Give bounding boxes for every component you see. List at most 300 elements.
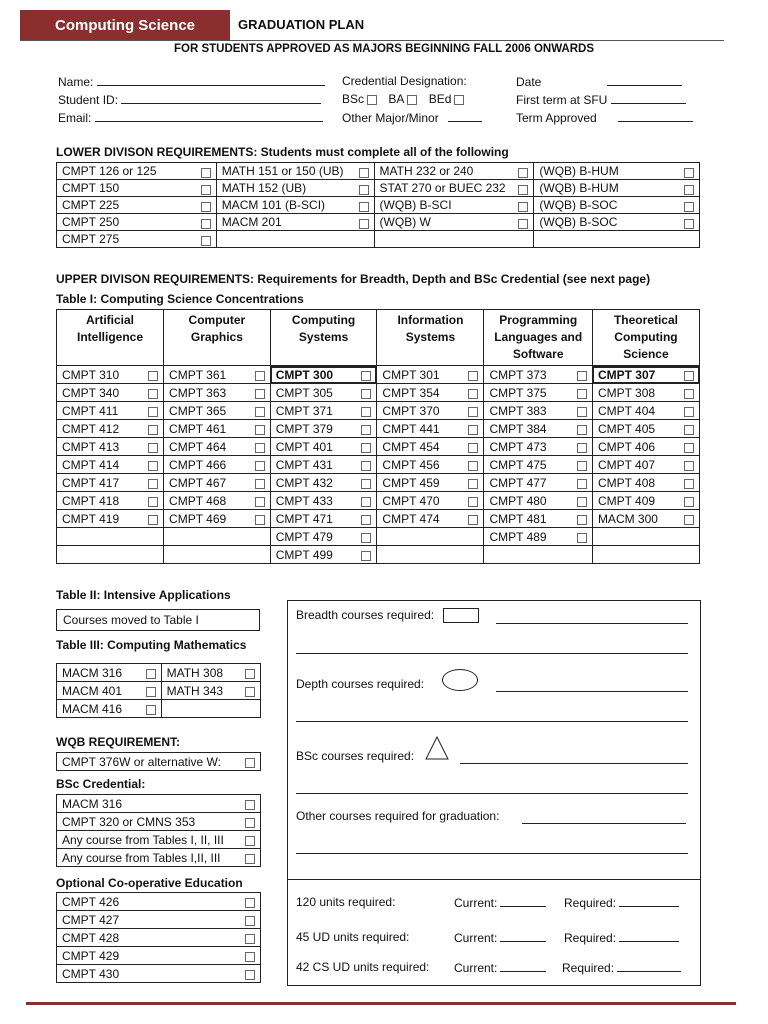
concentration-course-cell	[377, 528, 484, 546]
concentration-course-cell	[270, 384, 377, 402]
concentration-course-cell	[377, 402, 484, 420]
checkbox[interactable]	[148, 389, 158, 399]
other-major-label: Other Major/Minor	[342, 111, 439, 125]
concentration-course-cell-label: CMPT 468	[169, 493, 227, 508]
math-course-cell	[161, 682, 260, 700]
concentration-course-cell	[592, 546, 699, 564]
checkbox[interactable]	[146, 669, 156, 679]
concentration-course-cell	[592, 510, 699, 528]
checkbox[interactable]	[684, 443, 694, 453]
concentration-course-cell-label: CMPT 470	[382, 493, 440, 508]
checkbox[interactable]	[684, 168, 694, 178]
lower-course-cell-label: (WQB) B-SCI	[379, 198, 452, 212]
term-approved-label: Term Approved	[516, 111, 597, 125]
checkbox[interactable]	[468, 407, 478, 417]
bsc-courses-input-2[interactable]	[296, 793, 688, 794]
math-course-cell	[57, 682, 162, 700]
concentration-course-cell-label: CMPT 431	[275, 457, 333, 472]
concentration-course-cell	[270, 528, 377, 546]
table-row	[57, 831, 261, 849]
concentration-course-cell	[377, 366, 484, 384]
table-row	[57, 929, 261, 947]
table2-title: Table II: Intensive Applications	[56, 588, 231, 602]
concentration-course-cell	[484, 384, 592, 402]
units-42-label: 42 CS UD units required:	[296, 960, 430, 974]
lower-course-cell-label: (WQB) B-SOC	[539, 198, 618, 212]
checkbox[interactable]	[361, 443, 371, 453]
checkbox[interactable]	[245, 970, 255, 980]
term-approved-input[interactable]	[618, 110, 693, 122]
concentration-course-cell	[164, 366, 271, 384]
lower-course-cell	[216, 214, 374, 231]
checkbox[interactable]	[245, 934, 255, 944]
checkbox[interactable]	[468, 515, 478, 525]
checkbox[interactable]	[148, 371, 158, 381]
coop-item-cell-label: CMPT 426	[62, 894, 120, 909]
units-42-required	[562, 960, 681, 975]
bsc-item-cell-label: Any course from Tables I,II, III	[62, 850, 221, 865]
checkbox[interactable]	[359, 219, 369, 229]
concentration-course-cell	[484, 402, 592, 420]
wqb-table	[56, 752, 261, 771]
concentration-course-cell	[164, 402, 271, 420]
concentration-course-cell-label: CMPT 301	[382, 367, 440, 382]
checkbox[interactable]	[361, 497, 371, 507]
lower-course-cell-label: (WQB) B-SOC	[539, 215, 618, 229]
lower-course-cell	[216, 197, 374, 214]
units-45-required-label: Required:	[564, 931, 617, 945]
coop-item-cell-label: CMPT 427	[62, 912, 120, 927]
triangle-icon	[424, 735, 450, 761]
name-input[interactable]	[97, 74, 325, 86]
bed-checkbox[interactable]	[454, 95, 464, 105]
checkbox[interactable]	[468, 389, 478, 399]
concentration-course-cell	[270, 510, 377, 528]
checkbox[interactable]	[255, 479, 265, 489]
checkbox[interactable]	[577, 389, 587, 399]
concentration-course-cell	[270, 420, 377, 438]
checkbox[interactable]	[577, 425, 587, 435]
checkbox[interactable]	[146, 687, 156, 697]
checkbox[interactable]	[201, 168, 211, 178]
concentration-course-cell	[57, 528, 164, 546]
checkbox[interactable]	[148, 407, 158, 417]
concentration-course-cell	[57, 420, 164, 438]
concentration-course-cell-label: CMPT 454	[382, 439, 440, 454]
concentration-course-cell-label: CMPT 467	[169, 475, 227, 490]
other-major-row	[342, 110, 482, 125]
concentration-course-cell	[164, 456, 271, 474]
checkbox[interactable]	[255, 515, 265, 525]
summary-box	[287, 600, 701, 986]
checkbox[interactable]	[148, 461, 158, 471]
bsc-item-cell	[57, 849, 261, 867]
checkbox[interactable]	[201, 202, 211, 212]
table-row	[57, 492, 700, 510]
other-courses-input[interactable]	[522, 823, 686, 824]
checkbox[interactable]	[468, 479, 478, 489]
summary-divider	[288, 879, 700, 880]
concentration-course-cell-label: CMPT 384	[489, 421, 547, 436]
concentration-course-cell	[57, 438, 164, 456]
concentration-course-cell-label: CMPT 418	[62, 493, 120, 508]
concentration-course-cell	[164, 438, 271, 456]
bsc-checkbox[interactable]	[367, 95, 377, 105]
concentration-course-cell	[164, 528, 271, 546]
email-label: Email:	[58, 111, 92, 125]
units-120-required-label: Required:	[564, 896, 617, 910]
bsc-item-cell-label: CMPT 320 or CMNS 353	[62, 814, 196, 829]
concentration-course-cell-label: CMPT 305	[275, 385, 333, 400]
upper-division-heading: UPPER DIVISON REQUIREMENTS: Requirements for Breadth, Depth and BSc Credential (see next page)	[56, 272, 651, 286]
concentration-course-cell-label: CMPT 307	[597, 367, 656, 382]
wqb-item	[57, 753, 261, 771]
checkbox[interactable]	[148, 425, 158, 435]
checkbox[interactable]	[684, 371, 694, 381]
checkbox[interactable]	[518, 168, 528, 178]
bsc-credential-title: BSc Credential:	[56, 777, 146, 791]
checkbox[interactable]	[255, 407, 265, 417]
coop-title: Optional Co-operative Education	[56, 876, 243, 890]
checkbox[interactable]	[684, 497, 694, 507]
checkbox[interactable]	[468, 371, 478, 381]
bsc-item-cell	[57, 831, 261, 849]
checkbox[interactable]	[201, 236, 211, 246]
bsc-courses-row	[296, 749, 414, 763]
concentration-course-cell-label: CMPT 379	[275, 421, 333, 436]
concentration-course-cell	[57, 546, 164, 564]
credential-label: Credential Designation:	[342, 74, 467, 88]
checkbox[interactable]	[255, 443, 265, 453]
depth-input-2[interactable]	[296, 721, 688, 722]
depth-input[interactable]	[496, 691, 688, 692]
units-42-current	[454, 960, 546, 975]
checkbox[interactable]	[361, 407, 371, 417]
checkbox[interactable]	[201, 219, 211, 229]
units-120-required-input[interactable]	[619, 895, 679, 907]
table-row	[57, 893, 261, 911]
checkbox[interactable]	[577, 479, 587, 489]
checkbox[interactable]	[684, 479, 694, 489]
email-row	[58, 110, 323, 125]
concentration-course-cell-label: CMPT 473	[489, 439, 547, 454]
concentration-course-cell-label: CMPT 441	[382, 421, 440, 436]
lower-course-cell	[534, 163, 700, 180]
date-input[interactable]	[607, 74, 682, 86]
checkbox[interactable]	[684, 425, 694, 435]
lower-course-cell	[57, 197, 217, 214]
header-rule	[20, 40, 724, 41]
table-row	[57, 528, 700, 546]
page-title: GRADUATION PLAN	[238, 17, 365, 32]
concentration-course-cell-label: CMPT 365	[169, 403, 227, 418]
checkbox[interactable]	[361, 515, 371, 525]
checkbox[interactable]	[245, 836, 255, 846]
checkbox[interactable]	[255, 371, 265, 381]
checkbox[interactable]	[245, 800, 255, 810]
table-row	[57, 510, 700, 528]
concentration-course-cell	[270, 402, 377, 420]
bsc-item-cell	[57, 813, 261, 831]
bsc-courses-input[interactable]	[460, 763, 688, 764]
checkbox[interactable]	[359, 202, 369, 212]
concentration-course-cell-label: CMPT 412	[62, 421, 120, 436]
student-id-input[interactable]	[121, 92, 321, 104]
checkbox[interactable]	[468, 443, 478, 453]
checkbox[interactable]	[361, 479, 371, 489]
checkbox[interactable]	[255, 425, 265, 435]
concentration-course-cell	[377, 456, 484, 474]
units-45-current-input[interactable]	[500, 930, 546, 942]
concentration-course-cell	[164, 384, 271, 402]
checkbox[interactable]	[255, 497, 265, 507]
units-120-required	[564, 895, 679, 910]
math-course-cell-label: MATH 308	[166, 665, 224, 680]
math-course-cell-label: MACM 316	[62, 665, 123, 680]
checkbox[interactable]	[359, 168, 369, 178]
concentration-course-cell	[270, 474, 377, 492]
checkbox[interactable]	[148, 497, 158, 507]
coop-item-cell-label: CMPT 429	[62, 948, 120, 963]
checkbox[interactable]	[518, 185, 528, 195]
lower-course-cell	[534, 180, 700, 197]
units-45-required	[564, 930, 679, 945]
other-major-input[interactable]	[448, 110, 482, 122]
checkbox[interactable]	[361, 389, 371, 399]
lower-course-cell-label: CMPT 150	[62, 181, 120, 195]
concentration-course-cell-label: CMPT 464	[169, 439, 227, 454]
concentration-course-cell-label: CMPT 361	[169, 367, 227, 382]
table-row	[57, 474, 700, 492]
concentration-course-cell	[377, 384, 484, 402]
lower-division-heading: LOWER DIVISON REQUIREMENTS: Students must complete all of the following	[56, 145, 509, 159]
concentration-course-cell	[592, 438, 699, 456]
checkbox[interactable]	[577, 497, 587, 507]
checkbox[interactable]	[518, 219, 528, 229]
checkbox[interactable]	[245, 669, 255, 679]
checkbox[interactable]	[361, 551, 371, 561]
checkbox[interactable]	[577, 533, 587, 543]
checkbox[interactable]	[684, 515, 694, 525]
concentration-course-cell-label: CMPT 475	[489, 457, 547, 472]
name-label: Name:	[58, 75, 94, 89]
bsc-item-cell-label: Any course from Tables I, II, III	[62, 832, 224, 847]
concentration-course-cell	[270, 438, 377, 456]
checkbox[interactable]	[148, 479, 158, 489]
first-term-row	[516, 92, 686, 107]
checkbox[interactable]	[468, 497, 478, 507]
lower-course-cell	[216, 163, 374, 180]
checkbox[interactable]	[245, 952, 255, 962]
table-row	[57, 197, 700, 214]
concentration-course-cell	[377, 510, 484, 528]
concentration-course-cell	[484, 366, 592, 384]
checkbox[interactable]	[577, 371, 587, 381]
checkbox[interactable]	[577, 515, 587, 525]
lower-course-cell-label: MATH 232 or 240	[379, 164, 474, 178]
checkbox[interactable]	[148, 515, 158, 525]
table-row	[57, 231, 700, 248]
checkbox[interactable]	[245, 854, 255, 864]
concentration-course-cell-label: CMPT 489	[489, 529, 547, 544]
math-course-cell	[57, 700, 162, 718]
concentration-course-cell-label: CMPT 433	[275, 493, 333, 508]
concentration-course-cell	[484, 528, 592, 546]
checkbox[interactable]	[361, 461, 371, 471]
other-courses-input-2[interactable]	[296, 853, 688, 854]
checkbox[interactable]	[684, 407, 694, 417]
coop-item-cell-label: CMPT 428	[62, 930, 120, 945]
concentration-course-cell	[592, 456, 699, 474]
checkbox[interactable]	[577, 461, 587, 471]
concentration-course-cell	[270, 546, 377, 564]
concentration-course-cell	[270, 456, 377, 474]
student-id-row	[58, 92, 321, 107]
table-header-row	[57, 310, 700, 366]
wqb-checkbox[interactable]	[245, 758, 255, 768]
concentration-course-cell-label: CMPT 477	[489, 475, 547, 490]
wqb-item-label: CMPT 376W or alternative W:	[62, 754, 221, 769]
concentration-course-cell	[484, 510, 592, 528]
concentration-course-cell-label: CMPT 407	[597, 457, 656, 472]
concentration-course-cell-label: CMPT 456	[382, 457, 440, 472]
checkbox[interactable]	[684, 461, 694, 471]
checkbox[interactable]	[577, 443, 587, 453]
checkbox[interactable]	[361, 371, 371, 381]
checkbox[interactable]	[361, 425, 371, 435]
concentration-course-cell	[377, 438, 484, 456]
breadth-label: Breadth courses required:	[296, 608, 435, 622]
name-field-row	[58, 74, 325, 89]
concentration-course-cell	[57, 474, 164, 492]
units-42-current-input[interactable]	[500, 960, 546, 972]
concentration-course-cell	[270, 366, 377, 384]
math-course-cell-label: MATH 343	[166, 683, 224, 698]
table-row	[57, 813, 261, 831]
checkbox[interactable]	[245, 916, 255, 926]
concentration-course-cell-label: CMPT 419	[62, 511, 120, 526]
checkbox[interactable]	[255, 389, 265, 399]
lower-course-cell	[534, 231, 700, 248]
bsc-option-label: BSc	[342, 92, 365, 106]
checkbox[interactable]	[245, 818, 255, 828]
concentration-course-cell-label: CMPT 466	[169, 457, 227, 472]
table-row	[57, 420, 700, 438]
lower-course-cell	[57, 180, 217, 197]
checkbox[interactable]	[468, 461, 478, 471]
checkbox[interactable]	[518, 202, 528, 212]
concentration-course-cell	[57, 456, 164, 474]
first-term-label: First term at SFU	[516, 93, 608, 107]
concentration-course-cell-label: CMPT 370	[382, 403, 440, 418]
column-header: Computer Graphics	[164, 310, 271, 366]
email-input[interactable]	[95, 110, 323, 122]
concentration-course-cell-label: CMPT 469	[169, 511, 227, 526]
concentration-course-cell-label: CMPT 383	[489, 403, 547, 418]
checkbox[interactable]	[146, 705, 156, 715]
table-row	[57, 366, 700, 384]
lower-course-cell-label: STAT 270 or BUEC 232	[379, 181, 506, 195]
ba-checkbox[interactable]	[407, 95, 417, 105]
brand-banner: Computing Science	[20, 10, 230, 41]
date-label: Date	[516, 75, 542, 89]
student-id-label: Student ID:	[58, 93, 119, 107]
lower-course-cell-label: (WQB) W	[379, 215, 431, 229]
table-row	[57, 546, 700, 564]
concentration-course-cell	[164, 420, 271, 438]
table-row	[57, 438, 700, 456]
units-45-label: 45 UD units required:	[296, 930, 410, 944]
first-term-input[interactable]	[611, 92, 686, 104]
table-row	[57, 456, 700, 474]
concentration-course-cell	[57, 402, 164, 420]
concentration-course-cell-label: MACM 300	[597, 511, 658, 526]
checkbox[interactable]	[577, 407, 587, 417]
checkbox[interactable]	[201, 185, 211, 195]
concentration-course-cell-label: CMPT 417	[62, 475, 120, 490]
coop-item-cell	[57, 911, 261, 929]
concentration-course-cell	[57, 384, 164, 402]
checkbox[interactable]	[359, 185, 369, 195]
units-120-current-input[interactable]	[500, 895, 546, 907]
units-42-required-label: Required:	[562, 961, 615, 975]
checkbox[interactable]	[148, 443, 158, 453]
table3-table	[56, 663, 261, 718]
concentration-course-cell-label: CMPT 413	[62, 439, 120, 454]
concentration-course-cell	[592, 402, 699, 420]
checkbox[interactable]	[255, 461, 265, 471]
column-header: Theoretical Computing Science	[592, 310, 699, 366]
wqb-title: WQB REQUIREMENT:	[56, 735, 180, 749]
breadth-input-2[interactable]	[296, 653, 688, 654]
concentration-course-cell-label: CMPT 408	[597, 475, 656, 490]
bsc-item-cell-label: MACM 316	[62, 796, 123, 811]
checkbox[interactable]	[684, 389, 694, 399]
checkbox[interactable]	[245, 687, 255, 697]
units-42-required-input[interactable]	[617, 960, 681, 972]
units-42-current-label: Current:	[454, 961, 498, 975]
units-45-required-input[interactable]	[619, 930, 679, 942]
concentration-course-cell	[57, 510, 164, 528]
concentration-course-cell-label: CMPT 479	[275, 529, 333, 544]
checkbox[interactable]	[468, 425, 478, 435]
concentration-course-cell	[484, 456, 592, 474]
concentration-course-cell	[164, 492, 271, 510]
table-row	[57, 849, 261, 867]
bed-option-label: BEd	[428, 92, 452, 106]
concentration-course-cell-label: CMPT 474	[382, 511, 440, 526]
credential-options	[342, 92, 464, 106]
checkbox[interactable]	[361, 533, 371, 543]
coop-item-cell	[57, 929, 261, 947]
checkbox[interactable]	[684, 202, 694, 212]
concentration-course-cell-label: CMPT 404	[597, 403, 656, 418]
other-courses-label: Other courses required for graduation:	[296, 809, 500, 823]
checkbox[interactable]	[684, 185, 694, 195]
checkbox[interactable]	[245, 898, 255, 908]
concentration-course-cell	[377, 492, 484, 510]
table-row	[57, 180, 700, 197]
coop-item-cell-label: CMPT 430	[62, 966, 120, 981]
breadth-input[interactable]	[496, 623, 688, 624]
concentration-course-cell	[592, 384, 699, 402]
coop-item-cell	[57, 965, 261, 983]
concentration-course-cell	[484, 546, 592, 564]
lower-course-cell-label: MATH 152 (UB)	[221, 181, 307, 195]
concentration-course-cell-label: CMPT 481	[489, 511, 547, 526]
checkbox[interactable]	[684, 219, 694, 229]
concentration-course-cell	[484, 474, 592, 492]
